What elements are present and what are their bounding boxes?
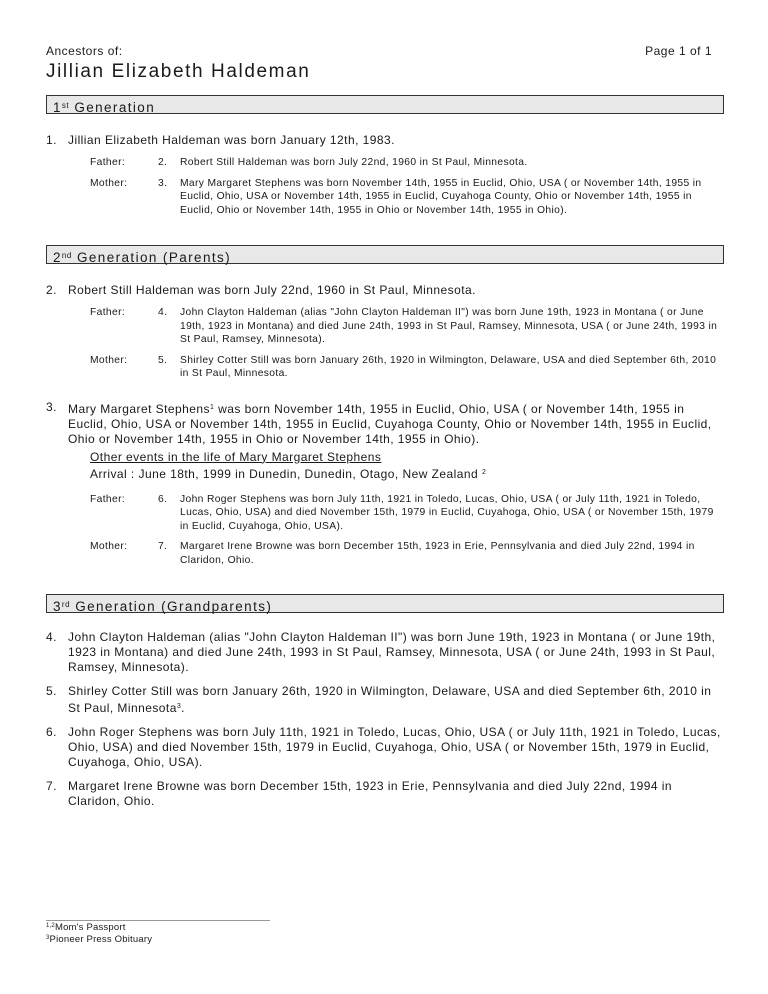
entry-number: 1. bbox=[46, 133, 57, 147]
entry-number: 7. bbox=[46, 779, 57, 793]
report-page bbox=[46, 44, 724, 809]
entry-end: . bbox=[181, 701, 185, 715]
parent-number: 2. bbox=[158, 157, 168, 168]
parent-text: John Roger Stephens was born July 11th, 1921 in Toledo, Lucas, Ohio, USA ( or July 11th, 1921 in Toledo, Lucas, Ohio, USA) and died November 15th, 1979 in Euclid, Cuyahoga, Ohio, USA ( or November 15th, 1979 in Euclid, Cuyahoga, Ohio, USA). bbox=[180, 493, 714, 532]
entry-details: was born November 14th, 1955 in Euclid, Ohio, USA ( or November 14th, 1955 in Euclid, Ohio, USA or November 14th, 1955 in Euclid, Cuyahoga County, Ohio or November 14th, 1955 in Euclid, Ohio or November 14th, 1955 in Ohio or November 14th, 1955 in Ohio). bbox=[68, 401, 712, 446]
footnote bbox=[46, 934, 152, 945]
generation-title: Generation bbox=[74, 100, 156, 115]
other-events-heading: Other events in the life of Mary Margaret Stephens bbox=[90, 449, 382, 464]
report-label: Ancestors of: bbox=[46, 44, 123, 58]
footnote-mark: 1,2 bbox=[46, 923, 55, 929]
entry-text bbox=[68, 400, 724, 447]
generation-ordinal-suffix: nd bbox=[61, 251, 72, 260]
page-number: Page 1 of 1 bbox=[645, 44, 712, 58]
parent-entry-father bbox=[90, 493, 724, 534]
parent-role: Mother: bbox=[90, 177, 128, 189]
other-events bbox=[90, 450, 724, 482]
footnote-text: Pioneer Press Obituary bbox=[49, 934, 153, 945]
entry-text: John Roger Stephens was born July 11th, 1921 in Toledo, Lucas, Ohio, USA ( or July 11th, 1921 in Toledo, Lucas, Ohio, USA) and died November 15th, 1979 in Euclid, Cuyahoga, Ohio, USA ( or November 15th, 1979 in Euclid, Cuyahoga, Ohio, USA). bbox=[68, 725, 721, 769]
subject-name: Jillian Elizabeth Haldeman bbox=[46, 61, 311, 82]
entry-number: 3. bbox=[46, 399, 57, 414]
other-event-line bbox=[90, 465, 724, 482]
footnote-divider bbox=[46, 920, 270, 921]
parent-role: Father: bbox=[90, 157, 126, 168]
generation-title: Generation (Grandparents) bbox=[75, 599, 273, 614]
entry-text: Margaret Irene Browne was born December 15th, 1923 in Erie, Pennsylvania and died July 22nd, 1994 in Claridon, Ohio. bbox=[68, 779, 673, 808]
person-entry bbox=[46, 779, 724, 809]
entry-details: Shirley Cotter Still was born January 26th, 1920 in Wilmington, Delaware, USA and died September 6th, 2010 in St Paul, Minnesota bbox=[68, 684, 712, 715]
generation-2-heading bbox=[46, 245, 724, 264]
entry-text bbox=[68, 684, 724, 716]
parent-role: Father: bbox=[90, 493, 126, 505]
parent-entry-mother bbox=[90, 540, 724, 567]
parent-role: Father: bbox=[90, 307, 126, 318]
generation-ordinal-suffix: st bbox=[61, 101, 70, 110]
parent-role: Mother: bbox=[90, 354, 128, 366]
footnote-text: Mom's Passport bbox=[54, 922, 126, 933]
parent-number: 7. bbox=[158, 541, 168, 552]
footnote-mark: 2 bbox=[481, 468, 487, 476]
parent-number: 6. bbox=[158, 493, 168, 505]
entry-text: Jillian Elizabeth Haldeman was born January 12th, 1983. bbox=[68, 133, 395, 147]
person-entry bbox=[46, 725, 724, 770]
parent-text: Margaret Irene Browne was born December 15th, 1923 in Erie, Pennsylvania and died July 22nd, 1994 in Claridon, Ohio. bbox=[180, 541, 695, 566]
person-entry bbox=[46, 283, 724, 298]
parent-number: 3. bbox=[158, 177, 168, 189]
parent-entry-mother bbox=[90, 354, 724, 381]
entry-number: 2. bbox=[46, 283, 57, 297]
footnote-mark: 1 bbox=[209, 403, 215, 411]
person-name: Mary Margaret Stephens bbox=[68, 401, 210, 416]
generation-ordinal: 1 bbox=[53, 100, 62, 115]
generation-3-heading bbox=[46, 594, 724, 613]
parent-text: Robert Still Haldeman was born July 22nd, 1960 in St Paul, Minnesota. bbox=[180, 157, 528, 168]
parent-entry-father bbox=[90, 156, 724, 170]
entry-number: 6. bbox=[46, 725, 57, 739]
footnote bbox=[46, 922, 126, 933]
entry-text: John Clayton Haldeman (alias "John Clayton Haldeman II") was born June 19th, 1923 in Montana ( or June 19th, 1923 in Montana) and died June 24th, 1993 in St Paul, Ramsey, Minnesota, USA ( or June 24th, 1993 in St Paul, Ramsey, Minnesota). bbox=[68, 630, 716, 674]
parent-text: Mary Margaret Stephens was born November 14th, 1955 in Euclid, Ohio, USA ( or November 14th, 1955 in Euclid, Ohio, USA or November 14th, 1955 in Euclid, Cuyahoga County, Ohio or November 14th, 1955 in Euclid, Ohio or November 14th, 1955 in Ohio or November 14th, 1955 in Ohio). bbox=[180, 177, 702, 216]
footnote-mark: 3 bbox=[46, 935, 50, 941]
parent-role: Mother: bbox=[90, 541, 128, 552]
entry-number: 5. bbox=[46, 684, 57, 698]
parent-number: 4. bbox=[158, 307, 168, 318]
report-header bbox=[46, 44, 724, 58]
generation-1-heading bbox=[46, 95, 724, 114]
footnote-mark: 3 bbox=[176, 703, 182, 710]
person-entry bbox=[46, 133, 724, 148]
entry-text: Robert Still Haldeman was born July 22nd, 1960 in St Paul, Minnesota. bbox=[68, 283, 476, 297]
parent-entry-mother bbox=[90, 177, 724, 218]
generation-title: Generation (Parents) bbox=[76, 250, 232, 265]
person-entry bbox=[46, 400, 724, 447]
other-event-text: Arrival : June 18th, 1999 in Dunedin, Dunedin, Otago, New Zealand bbox=[90, 466, 479, 481]
parent-text: Shirley Cotter Still was born January 26th, 1920 in Wilmington, Delaware, USA and died September 6th, 2010 in St Paul, Minnesota. bbox=[180, 354, 717, 379]
entry-number: 4. bbox=[46, 630, 57, 644]
generation-ordinal: 2 bbox=[53, 250, 62, 265]
parent-entry-father bbox=[90, 306, 724, 347]
parent-text: John Clayton Haldeman (alias "John Clayton Haldeman II") was born June 19th, 1923 in Montana ( or June 19th, 1923 in Montana) and died June 24th, 1993 in St Paul, Ramsey, Minnesota, USA ( or June 24th, 1993 in St Paul, Ramsey, Minnesota). bbox=[180, 307, 718, 345]
person-entry bbox=[46, 630, 724, 675]
generation-ordinal: 3 bbox=[53, 599, 62, 614]
parent-number: 5. bbox=[158, 354, 168, 366]
generation-ordinal-suffix: rd bbox=[61, 600, 71, 609]
person-entry bbox=[46, 684, 724, 716]
